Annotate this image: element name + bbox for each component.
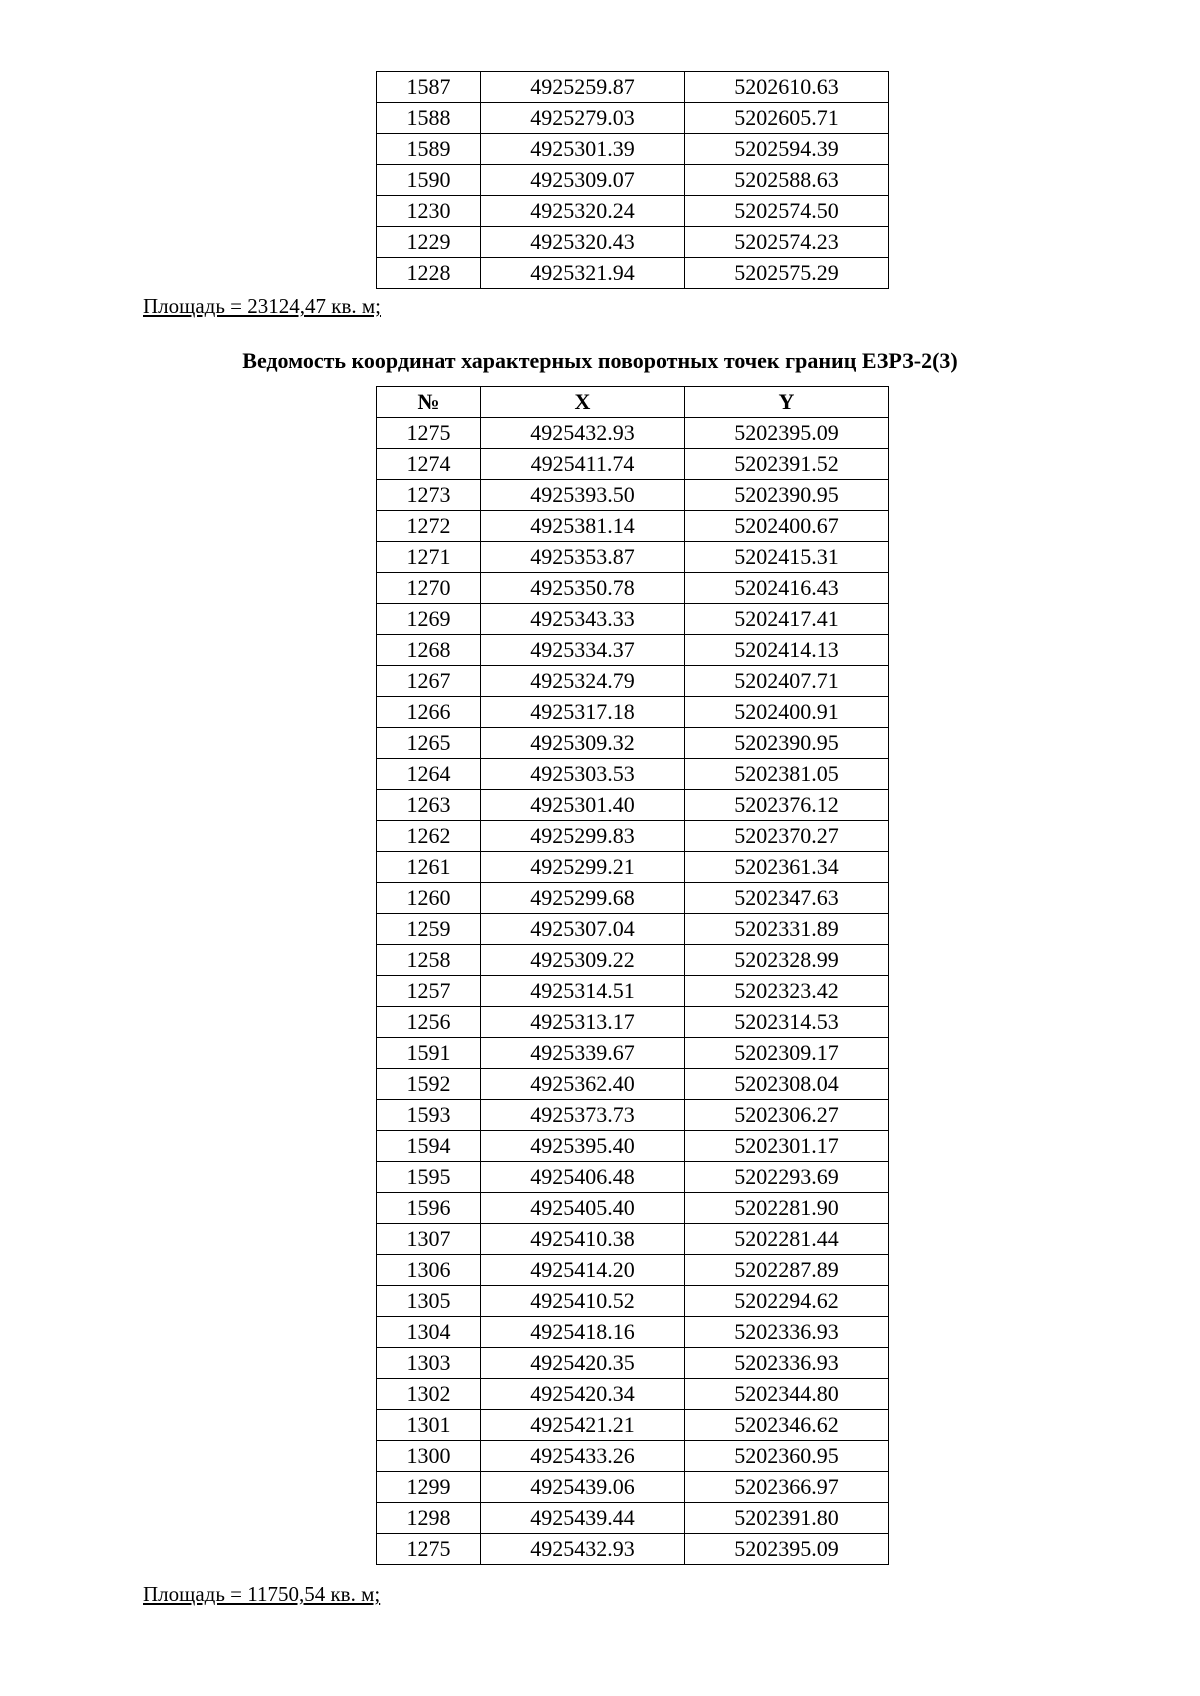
x-coordinate-cell: 4925299.68 [481,883,685,914]
table-row [377,1131,889,1162]
y-coordinate-cell: 5202344.80 [685,1379,889,1410]
y-coordinate-cell: 5202323.42 [685,976,889,1007]
y-coordinate-cell: 5202416.43 [685,573,889,604]
x-coordinate-cell: 4925439.44 [481,1503,685,1534]
point-number-cell: 1258 [377,945,481,976]
table-row [377,728,889,759]
point-number-cell: 1299 [377,1472,481,1503]
table-row [377,1224,889,1255]
x-coordinate-cell: 4925353.87 [481,542,685,573]
y-coordinate-cell: 5202391.52 [685,449,889,480]
point-number-cell: 1589 [377,134,481,165]
x-coordinate-cell: 4925334.37 [481,635,685,666]
y-coordinate-cell: 5202390.95 [685,480,889,511]
y-coordinate-cell: 5202407.71 [685,666,889,697]
point-number-cell: 1275 [377,1534,481,1565]
header-x: X [481,387,685,418]
point-number-cell: 1306 [377,1255,481,1286]
y-coordinate-cell: 5202574.23 [685,227,889,258]
point-number-cell: 1302 [377,1379,481,1410]
y-coordinate-cell: 5202391.80 [685,1503,889,1534]
x-coordinate-cell: 4925343.33 [481,604,685,635]
x-coordinate-cell: 4925313.17 [481,1007,685,1038]
y-coordinate-cell: 5202400.91 [685,697,889,728]
table-row [377,821,889,852]
point-number-cell: 1263 [377,790,481,821]
x-coordinate-cell: 4925418.16 [481,1317,685,1348]
coordinates-table-2 [376,386,889,1565]
point-number-cell: 1307 [377,1224,481,1255]
y-coordinate-cell: 5202415.31 [685,542,889,573]
header-row [377,387,889,418]
table-row [377,666,889,697]
point-number-cell: 1228 [377,258,481,289]
y-coordinate-cell: 5202336.93 [685,1348,889,1379]
y-coordinate-cell: 5202306.27 [685,1100,889,1131]
table-row [377,1472,889,1503]
table-row [377,759,889,790]
y-coordinate-cell: 5202309.17 [685,1038,889,1069]
point-number-cell: 1271 [377,542,481,573]
table-row [377,1441,889,1472]
table-row [377,1007,889,1038]
point-number-cell: 1272 [377,511,481,542]
table-row [377,883,889,914]
table-row [377,1410,889,1441]
y-coordinate-cell: 5202370.27 [685,821,889,852]
point-number-cell: 1595 [377,1162,481,1193]
table-row [377,1100,889,1131]
point-number-cell: 1592 [377,1069,481,1100]
coordinates-table-1 [376,71,889,289]
coordinates-table-1-body [377,72,889,289]
x-coordinate-cell: 4925320.43 [481,227,685,258]
header-y: Y [685,387,889,418]
y-coordinate-cell: 5202331.89 [685,914,889,945]
point-number-cell: 1587 [377,72,481,103]
y-coordinate-cell: 5202281.44 [685,1224,889,1255]
point-number-cell: 1268 [377,635,481,666]
y-coordinate-cell: 5202605.71 [685,103,889,134]
x-coordinate-cell: 4925317.18 [481,697,685,728]
coordinates-table-2-header [377,387,889,418]
point-number-cell: 1273 [377,480,481,511]
x-coordinate-cell: 4925439.06 [481,1472,685,1503]
table-row [377,1038,889,1069]
x-coordinate-cell: 4925309.32 [481,728,685,759]
table-row [377,790,889,821]
table-row [377,165,889,196]
y-coordinate-cell: 5202417.41 [685,604,889,635]
y-coordinate-cell: 5202414.13 [685,635,889,666]
y-coordinate-cell: 5202390.95 [685,728,889,759]
table-row [377,697,889,728]
point-number-cell: 1590 [377,165,481,196]
x-coordinate-cell: 4925393.50 [481,480,685,511]
table-row [377,604,889,635]
table-row [377,1069,889,1100]
table-row [377,542,889,573]
x-coordinate-cell: 4925411.74 [481,449,685,480]
table-row [377,914,889,945]
table-row [377,1317,889,1348]
x-coordinate-cell: 4925420.35 [481,1348,685,1379]
table-row [377,635,889,666]
header-number: № [377,387,481,418]
point-number-cell: 1270 [377,573,481,604]
point-number-cell: 1264 [377,759,481,790]
x-coordinate-cell: 4925299.83 [481,821,685,852]
table-row [377,852,889,883]
y-coordinate-cell: 5202395.09 [685,1534,889,1565]
point-number-cell: 1303 [377,1348,481,1379]
point-number-cell: 1591 [377,1038,481,1069]
point-number-cell: 1304 [377,1317,481,1348]
x-coordinate-cell: 4925303.53 [481,759,685,790]
y-coordinate-cell: 5202400.67 [685,511,889,542]
table-row [377,418,889,449]
table-row [377,1286,889,1317]
point-number-cell: 1261 [377,852,481,883]
point-number-cell: 1596 [377,1193,481,1224]
y-coordinate-cell: 5202301.17 [685,1131,889,1162]
point-number-cell: 1257 [377,976,481,1007]
x-coordinate-cell: 4925324.79 [481,666,685,697]
x-coordinate-cell: 4925381.14 [481,511,685,542]
point-number-cell: 1267 [377,666,481,697]
y-coordinate-cell: 5202347.63 [685,883,889,914]
y-coordinate-cell: 5202360.95 [685,1441,889,1472]
table-row [377,573,889,604]
x-coordinate-cell: 4925314.51 [481,976,685,1007]
x-coordinate-cell: 4925279.03 [481,103,685,134]
point-number-cell: 1594 [377,1131,481,1162]
table-row [377,1255,889,1286]
table-row [377,449,889,480]
area-summary-2: Площадь = 11750,54 кв. м; [143,1582,381,1606]
x-coordinate-cell: 4925433.26 [481,1441,685,1472]
x-coordinate-cell: 4925350.78 [481,573,685,604]
table-row [377,227,889,258]
table-row [377,1162,889,1193]
point-number-cell: 1305 [377,1286,481,1317]
x-coordinate-cell: 4925414.20 [481,1255,685,1286]
x-coordinate-cell: 4925309.22 [481,945,685,976]
y-coordinate-cell: 5202594.39 [685,134,889,165]
point-number-cell: 1266 [377,697,481,728]
x-coordinate-cell: 4925301.40 [481,790,685,821]
x-coordinate-cell: 4925432.93 [481,1534,685,1565]
x-coordinate-cell: 4925301.39 [481,134,685,165]
section-heading: Ведомость координат характерных поворотных точек границ ЕЗРЗ-2(3) [242,348,958,373]
y-coordinate-cell: 5202287.89 [685,1255,889,1286]
table-row [377,196,889,227]
x-coordinate-cell: 4925307.04 [481,914,685,945]
x-coordinate-cell: 4925420.34 [481,1379,685,1410]
point-number-cell: 1274 [377,449,481,480]
point-number-cell: 1588 [377,103,481,134]
point-number-cell: 1298 [377,1503,481,1534]
point-number-cell: 1301 [377,1410,481,1441]
table-row [377,72,889,103]
point-number-cell: 1259 [377,914,481,945]
x-coordinate-cell: 4925410.38 [481,1224,685,1255]
x-coordinate-cell: 4925406.48 [481,1162,685,1193]
point-number-cell: 1230 [377,196,481,227]
y-coordinate-cell: 5202395.09 [685,418,889,449]
table-row [377,945,889,976]
point-number-cell: 1262 [377,821,481,852]
table-row [377,511,889,542]
point-number-cell: 1265 [377,728,481,759]
y-coordinate-cell: 5202328.99 [685,945,889,976]
table-row [377,1379,889,1410]
table-row [377,103,889,134]
table-row [377,1348,889,1379]
coordinates-table-2-body [377,418,889,1565]
y-coordinate-cell: 5202376.12 [685,790,889,821]
table-row [377,1534,889,1565]
x-coordinate-cell: 4925410.52 [481,1286,685,1317]
table-row [377,1193,889,1224]
y-coordinate-cell: 5202366.97 [685,1472,889,1503]
point-number-cell: 1260 [377,883,481,914]
point-number-cell: 1593 [377,1100,481,1131]
x-coordinate-cell: 4925309.07 [481,165,685,196]
y-coordinate-cell: 5202281.90 [685,1193,889,1224]
x-coordinate-cell: 4925321.94 [481,258,685,289]
y-coordinate-cell: 5202575.29 [685,258,889,289]
y-coordinate-cell: 5202574.50 [685,196,889,227]
x-coordinate-cell: 4925373.73 [481,1100,685,1131]
y-coordinate-cell: 5202336.93 [685,1317,889,1348]
point-number-cell: 1229 [377,227,481,258]
x-coordinate-cell: 4925395.40 [481,1131,685,1162]
x-coordinate-cell: 4925421.21 [481,1410,685,1441]
y-coordinate-cell: 5202314.53 [685,1007,889,1038]
x-coordinate-cell: 4925299.21 [481,852,685,883]
point-number-cell: 1300 [377,1441,481,1472]
x-coordinate-cell: 4925405.40 [481,1193,685,1224]
x-coordinate-cell: 4925320.24 [481,196,685,227]
y-coordinate-cell: 5202361.34 [685,852,889,883]
table-row [377,134,889,165]
x-coordinate-cell: 4925362.40 [481,1069,685,1100]
y-coordinate-cell: 5202346.62 [685,1410,889,1441]
table-row [377,480,889,511]
table-row [377,258,889,289]
y-coordinate-cell: 5202308.04 [685,1069,889,1100]
point-number-cell: 1256 [377,1007,481,1038]
x-coordinate-cell: 4925339.67 [481,1038,685,1069]
point-number-cell: 1275 [377,418,481,449]
area-summary-1: Площадь = 23124,47 кв. м; [143,294,381,318]
table-row [377,1503,889,1534]
y-coordinate-cell: 5202381.05 [685,759,889,790]
table-row [377,976,889,1007]
point-number-cell: 1269 [377,604,481,635]
y-coordinate-cell: 5202293.69 [685,1162,889,1193]
x-coordinate-cell: 4925259.87 [481,72,685,103]
y-coordinate-cell: 5202610.63 [685,72,889,103]
x-coordinate-cell: 4925432.93 [481,418,685,449]
y-coordinate-cell: 5202588.63 [685,165,889,196]
y-coordinate-cell: 5202294.62 [685,1286,889,1317]
